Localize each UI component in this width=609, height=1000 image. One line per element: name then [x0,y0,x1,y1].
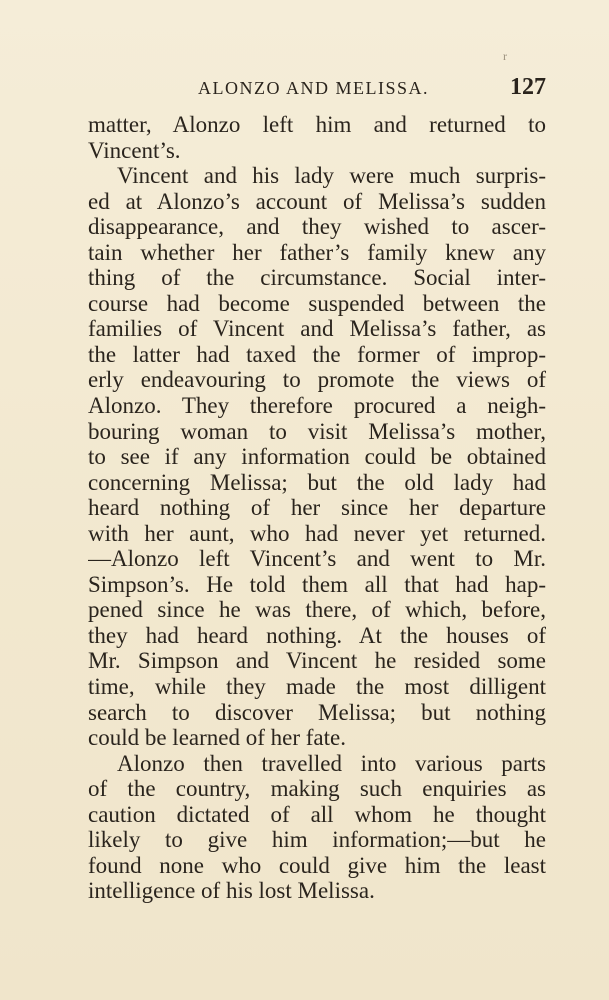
text-line: Vincent’s. [88,137,181,163]
text-line: search to discover Melissa; but nothing [88,699,546,725]
paragraph-first-line: Alonzo then travelled into various parts [117,750,546,776]
text-line: could be learned of her fate. [88,725,346,751]
text-line: they had heard nothing. At the houses of [88,622,546,648]
text-line: time, while they made the most dilligent [88,674,546,700]
text-line: intelligence of his lost Melissa. [88,878,375,904]
text-line: families of Vincent and Melissa’s father, as [88,316,546,342]
text-line: found none who could give him the least [88,852,546,878]
text-line: ed at Alonzo’s account of Melissa’s sudden [88,188,546,214]
running-title: ALONZO AND MELISSA. [198,78,429,98]
text-line: with her aunt, who had never yet returned. [88,520,546,546]
text-line: of the country, making such enquiries as [88,776,546,802]
text-line: thing of the circumstance. Social inter- [88,265,546,291]
text-line: tain whether her father’s family knew any [88,239,546,265]
text-line: course had become suspended between the [88,290,546,316]
text-line: Simpson’s. He told them all that had hap- [88,571,546,597]
text-line: erly endeavouring to promote the views of [88,367,546,393]
corner-mark: r [503,49,507,63]
text-line: concerning Melissa; but the old lady had [88,469,546,495]
text-line: to see if any information could be obtained [88,444,546,470]
page-header [88,74,546,108]
text-line: matter, Alonzo left him and returned to [88,112,546,137]
text-line: Alonzo. They therefore procured a neigh- [88,393,546,419]
text-line: the latter had taxed the former of improp- [88,341,546,367]
text-line: heard nothing of her since her departure [88,495,546,521]
text-line: —Alonzo left Vincent’s and went to Mr. [88,546,546,572]
text-line: bouring woman to visit Melissa’s mother, [88,418,546,444]
body-text [88,112,546,904]
text-line: likely to give him information;—but he [88,827,546,853]
text-line: caution dictated of all whom he thought [88,801,546,827]
text-line: pened since he was there, of which, before, [88,597,546,623]
text-line: Mr. Simpson and Vincent he resided some [88,648,546,674]
paragraph-first-line: Vincent and his lady were much surpris- [117,163,546,189]
page-number: 127 [510,74,546,100]
text-line: disappearance, and they wished to ascer- [88,214,546,240]
